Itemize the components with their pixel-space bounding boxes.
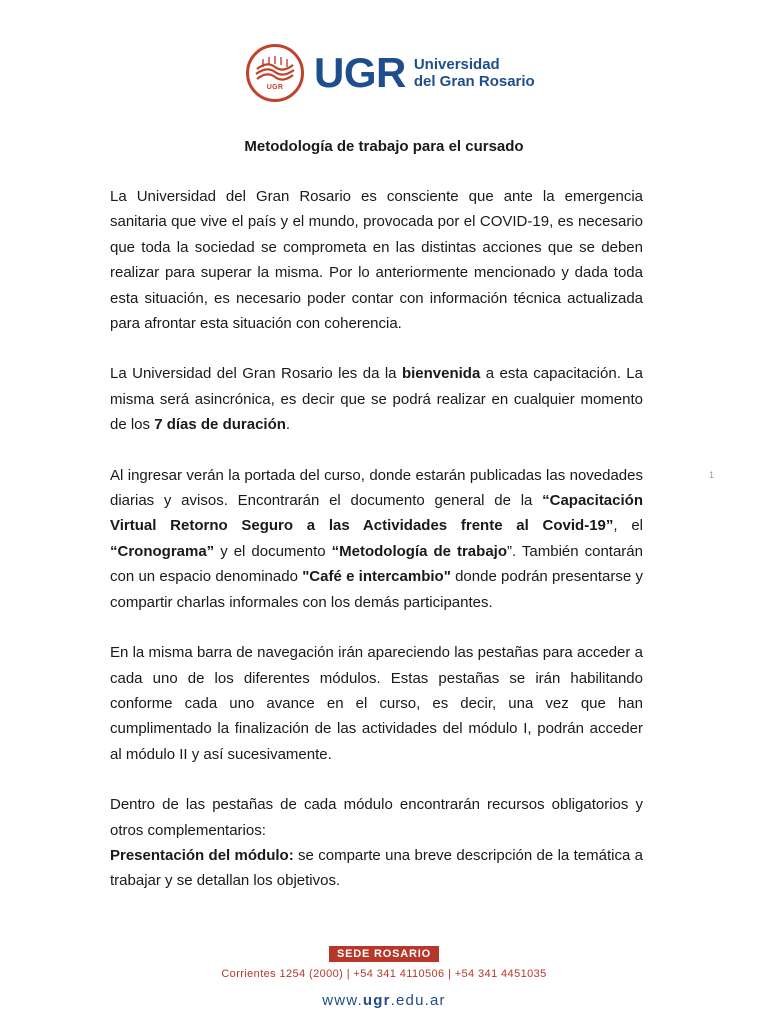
- brand-line-1: Universidad: [413, 56, 500, 73]
- brand-line-2: del Gran Rosario: [413, 73, 535, 90]
- text-run: , el: [613, 517, 643, 535]
- bold-run: “Capacitación Virtual Retorno Seguro a las Actividades frente al Covid-19”: [110, 492, 643, 535]
- seal-waves-icon: [249, 47, 301, 99]
- web-domain: ugr: [362, 992, 391, 1009]
- text-run: se comparte una breve descripción de la temática a trabajar y se detallan los objetivos.: [110, 846, 643, 890]
- paragraph-module-presentation: [110, 843, 643, 894]
- document-title: Metodología de trabajo para el cursado: [244, 138, 524, 155]
- bold-run: 7 días de duración: [154, 416, 286, 434]
- text-run: La Universidad del Gran Rosario les da la: [110, 365, 402, 383]
- text-run: y el documento: [214, 542, 332, 560]
- ugr-seal-logo: [246, 44, 304, 102]
- page-number: 1: [709, 470, 715, 480]
- text-run: donde podrán presentarse y compartir charlas informales con los demás participantes.: [110, 568, 643, 611]
- website-link[interactable]: [0, 992, 768, 1009]
- footer: [0, 944, 768, 1009]
- paragraph-resources: Dentro de las pestañas de cada módulo encontrarán recursos obligatorios y otros complementarios:: [110, 796, 643, 839]
- bold-run: "Café e intercambio": [302, 568, 451, 586]
- document-body: [110, 184, 643, 919]
- paragraph-intro: La Universidad del Gran Rosario es consciente que ante la emergencia sanitaria que vive el país y el mundo, provocada por el COVID-19, es necesario que toda la sociedad se comprometa en las distintas acciones que se deben realizar para superar la misma. Por lo anteriormente mencionado y dada toda esta situación, es necesario poder contar con información técnica actualizada para afrontar esta situación con coherencia.: [110, 188, 643, 333]
- paragraph-portal: [110, 463, 643, 615]
- university-header: [246, 44, 535, 102]
- web-prefix: www.: [322, 992, 363, 1009]
- seal-label: UGR: [266, 84, 284, 91]
- brand-acronym: UGR: [314, 49, 406, 96]
- bold-run: “Metodología de trabajo: [331, 542, 507, 560]
- text-run: Al ingresar verán la portada del curso, donde estarán publicadas las novedades diarias y avisos. Encontrarán el documento general de la: [110, 466, 643, 510]
- contact-line: Corrientes 1254 (2000) | +54 341 4110506 | +54 341 4451035: [221, 968, 547, 980]
- bold-run: bienvenida: [401, 365, 481, 383]
- paragraph-navigation: En la misma barra de navegación irán apareciendo las pestañas para acceder a cada uno de los diferentes módulos. Estas pestañas se irán habilitando conforme cada uno avance en el curso, es decir, una vez que han cumplimentado la finalización de las actividades del módulo I, podrán acceder al módulo II y así sucesivamente.: [110, 644, 643, 763]
- text-run: .: [285, 416, 291, 434]
- brand-name: [414, 56, 535, 90]
- text-run: ”. También contarán con un espacio denominado: [110, 542, 643, 586]
- paragraph-welcome: [110, 361, 643, 437]
- bold-run: Presentación del módulo:: [110, 846, 294, 864]
- web-suffix: .edu.ar: [390, 992, 446, 1009]
- bold-run: “Cronograma”: [110, 542, 215, 560]
- text-run: a esta capacitación. La misma será asincrónica, es decir que se podrá realizar en cualquier momento de los: [110, 365, 643, 434]
- sede-badge: SEDE ROSARIO: [329, 946, 439, 962]
